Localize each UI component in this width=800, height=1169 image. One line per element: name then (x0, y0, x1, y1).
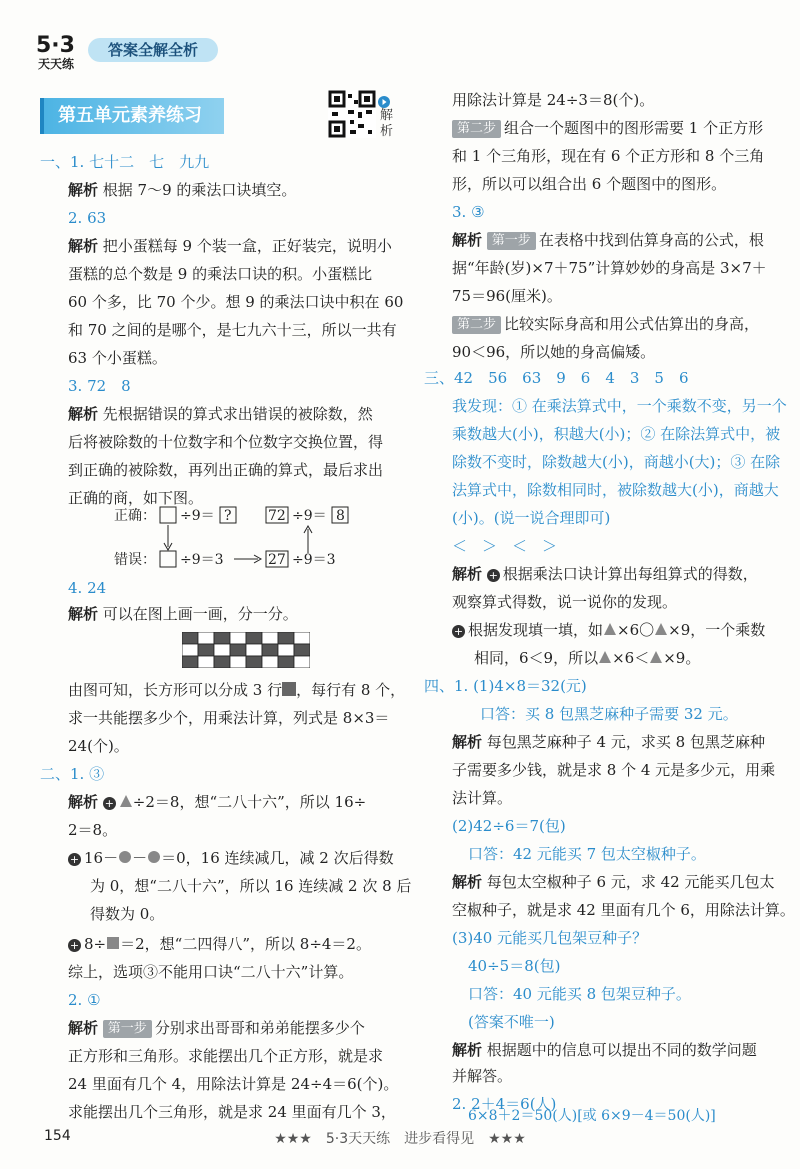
text-line: 第二步 比较实际身高和用公式估算出的身高， (452, 314, 759, 334)
grid-cell (198, 632, 214, 644)
rectangle-grid (182, 632, 310, 668)
text-line: (2)42÷6＝7(包) (452, 817, 566, 835)
text-line: 子需要多少钱，就是求 8 个 4 元是多少元，用乘 (452, 761, 776, 779)
analysis-line: 解析 每包太空椒种子 6 元，求 42 元能买几包太 (452, 873, 775, 891)
analysis-line: 解析 每包黑芝麻种子 4 元，求买 8 包黑芝麻种 (452, 733, 765, 751)
text-line: 用除法计算是 24÷3＝8(个)。 (452, 91, 655, 109)
analysis-line: 解析 根据题中的信息可以提出不同的数学问题 (452, 1041, 757, 1059)
text-line: 正确的商，如下图。 (68, 489, 204, 507)
svg-text:错误：: 错误： (114, 552, 156, 568)
text-line: 蛋糕的总个数是 9 的乘法口诀的积。小蛋糕比 (68, 265, 373, 283)
answer-1-3: 3. 72 8 (68, 377, 131, 395)
grid-cell (246, 632, 262, 644)
text-line: 63 个小蛋糕。 (68, 349, 167, 367)
text-line: + 8÷ ＝2，想“二四得八”，所以 8÷4＝2。 (69, 935, 371, 953)
text-line: 口答：42 元能买 7 包太空椒种子。 (468, 845, 706, 863)
text-line: 和 70 之间的是哪个，是七九六十三，所以一共有 (68, 321, 397, 339)
svg-text:72: 72 (268, 508, 286, 524)
text-line: 形，所以可以组合出 6 个题图中的图形。 (452, 175, 727, 193)
section-title: 第五单元素养练习 (40, 98, 224, 134)
grid-cell (230, 632, 246, 644)
analysis-line: 解析 把小蛋糕每 9 个装一盒，正好装完，说明小 (68, 237, 392, 255)
answer-2-1: 二、1. ③ (40, 765, 105, 783)
svg-text:天天练: 天天练 (38, 57, 75, 71)
answer-1-2: 2. 63 (68, 209, 107, 227)
page-number: 154 (44, 1128, 71, 1144)
text-line: (小)。(说一说合理即可) (452, 509, 611, 527)
analysis-line: 解析 可以在图上画一画，分一分。 (68, 605, 298, 623)
play-arrow-icon (378, 94, 390, 106)
text-line: 求能摆出几个三角形，就是求 24 里面有几个 3， (68, 1103, 396, 1121)
text-line: 口答：买 8 包黑芝麻种子需要 32 元。 (480, 705, 738, 723)
text-line: 口答：40 元能买 8 包架豆种子。 (468, 985, 691, 1003)
grid-cell (262, 656, 278, 668)
analysis-line: 解析 + ÷2＝8，想“二八十六”，所以 16÷ (68, 793, 367, 811)
answer-4-1: 四、1. (1)4×8＝32(元) (424, 677, 587, 695)
svg-text:÷9＝3: ÷9＝3 (292, 552, 336, 568)
grid-cell (294, 644, 310, 656)
analysis-line: 解析 先根据错误的算式求出错误的被除数，然 (68, 405, 373, 423)
grid-cell (198, 644, 214, 656)
answer-2-3: 3. ③ (452, 203, 485, 221)
text-line: 得数为 0。 (90, 905, 165, 923)
text-line: 24 里面有几个 4，用除法计算是 24÷4＝6(个)。 (68, 1075, 399, 1093)
text-line: (答案不唯一) (468, 1013, 555, 1031)
grid-cell (214, 632, 230, 644)
svg-text:5·3: 5·3 (36, 33, 75, 58)
grid-cell (214, 644, 230, 656)
text-line: 求一共能摆多少个，用乘法计算，列式是 8×3＝ (68, 709, 390, 727)
grid-cell (182, 644, 198, 656)
text-line: ＜ ＞ ＜ ＞ (452, 537, 558, 555)
text-line: 相同，6＜9，所以 ×6＜ ×9。 (474, 649, 701, 667)
answer-1-4: 4. 24 (68, 579, 107, 597)
grid-cell (182, 632, 198, 644)
grid-cell (230, 644, 246, 656)
analysis-line: 解析 第一步 分别求出哥哥和弟弟能摆多少个 (68, 1019, 365, 1037)
text-line: 90＜96，所以她的身高偏矮。 (452, 343, 656, 361)
division-diagram (110, 503, 360, 575)
text-line: 后将被除数的十位数字和个位数字交换位置，得 (68, 433, 384, 451)
footer-slogan: ★★★ 5·3天天练 进步看得见 ★★★ (274, 1131, 526, 1147)
text-line: 6×8＋2＝50(人)[或 6×9－4＝50(人)] (468, 1108, 716, 1124)
analysis-line: 解析 第一步 在表格中找到估算身高的公式，根 (452, 231, 764, 249)
answer-4-2: 2. 2＋4＝6(人) (452, 1095, 557, 1113)
text-line: 据“年龄(岁)×7＋75”计算妙妙的身高是 3×7＋ (452, 259, 767, 277)
qr-label: 解 析 (380, 108, 394, 139)
grid-cell (278, 644, 294, 656)
answer-1-1: 一、1. 七十二 七 九九 (40, 153, 210, 171)
grid-cell (182, 656, 198, 668)
svg-text:?: ? (224, 508, 232, 524)
grid-cell (278, 632, 294, 644)
correct-label: 正确： (114, 508, 156, 524)
svg-text:÷9＝: ÷9＝ (180, 508, 215, 524)
text-line: + 16－ － ＝0，16 连续减几，减 2 次后得数 (69, 849, 394, 867)
grid-cell (198, 656, 214, 668)
svg-text:÷9＝: ÷9＝ (292, 508, 327, 524)
svg-text:27: 27 (268, 552, 286, 568)
text-line: 法计算。 (452, 789, 513, 807)
text-line: 第二步 组合一个题图中的图形需要 1 个正方形 (452, 118, 763, 138)
grid-cell (230, 656, 246, 668)
text-line: 除数不变时，除数越大(小)，商越小(大)；③ 在除 (452, 453, 781, 471)
text-line: 到正确的被除数，再列出正确的算式，最后求出 (68, 461, 384, 479)
analysis-line: 解析 根据 7～9 的乘法口诀填空。 (68, 181, 297, 199)
grid-cell (262, 632, 278, 644)
text-line: 60 个多，比 70 个少。想 9 的乘法口诀中积在 60 (68, 293, 404, 311)
svg-text:÷9＝3: ÷9＝3 (180, 552, 224, 568)
text-line: 空椒种子，就是求 42 里面有几个 6，用除法计算。 (452, 901, 795, 919)
qr-code-icon[interactable] (328, 90, 376, 138)
text-line: 24(个)。 (68, 737, 129, 755)
brand-logo (34, 30, 86, 72)
text-line: 40÷5＝8(包) (468, 957, 561, 975)
header-banner: 答案全解全析 (88, 38, 218, 62)
text-line: 75＝96(厘米)。 (452, 287, 562, 305)
text-line: (3)40 元能买几包架豆种子？ (452, 929, 648, 947)
text-line: 乘数越大(小)，积越大(小)；② 在除法算式中，被 (452, 425, 781, 443)
text-line: 和 1 个三角形，现在有 6 个正方形和 8 个三角 (452, 147, 765, 165)
grid-cell (262, 644, 278, 656)
answer-2-2: 2. ① (68, 991, 101, 1009)
grid-cell (246, 656, 262, 668)
text-line: 正方形和三角形。求能摆出几个正方形，就是求 (68, 1047, 384, 1065)
text-line: 2＝8。 (68, 821, 118, 839)
text-line: 综上，选项③不能用口诀“二八十六”计算。 (68, 963, 354, 981)
grid-cell (294, 656, 310, 668)
grid-cell (294, 632, 310, 644)
text-line: 我发现：① 在乘法算式中，一个乘数不变，另一个 (452, 397, 787, 415)
text-line: 由图可知，长方形可以分成 3 行 ，每行有 8 个， (68, 681, 406, 699)
answer-3: 三、42 56 63 9 6 4 3 5 6 (424, 369, 689, 387)
text-line: 为 0，想“二八十六”，所以 16 连续减 2 次 8 后 (90, 877, 412, 895)
svg-text:8: 8 (336, 508, 345, 524)
grid-cell (246, 644, 262, 656)
grid-cell (278, 656, 294, 668)
text-line: 观察算式得数，说一说你的发现。 (452, 593, 678, 611)
grid-cell (214, 656, 230, 668)
text-line: + 根据发现填一填，如 ×6〇 ×9，一个乘数 (453, 621, 766, 639)
text-line: 法算式中，除数相同时，被除数越大(小)，商越大 (452, 481, 779, 499)
analysis-line: 解析 + 根据乘法口诀计算出每组算式的得数， (452, 565, 758, 583)
text-line: 并解答。 (452, 1067, 513, 1085)
